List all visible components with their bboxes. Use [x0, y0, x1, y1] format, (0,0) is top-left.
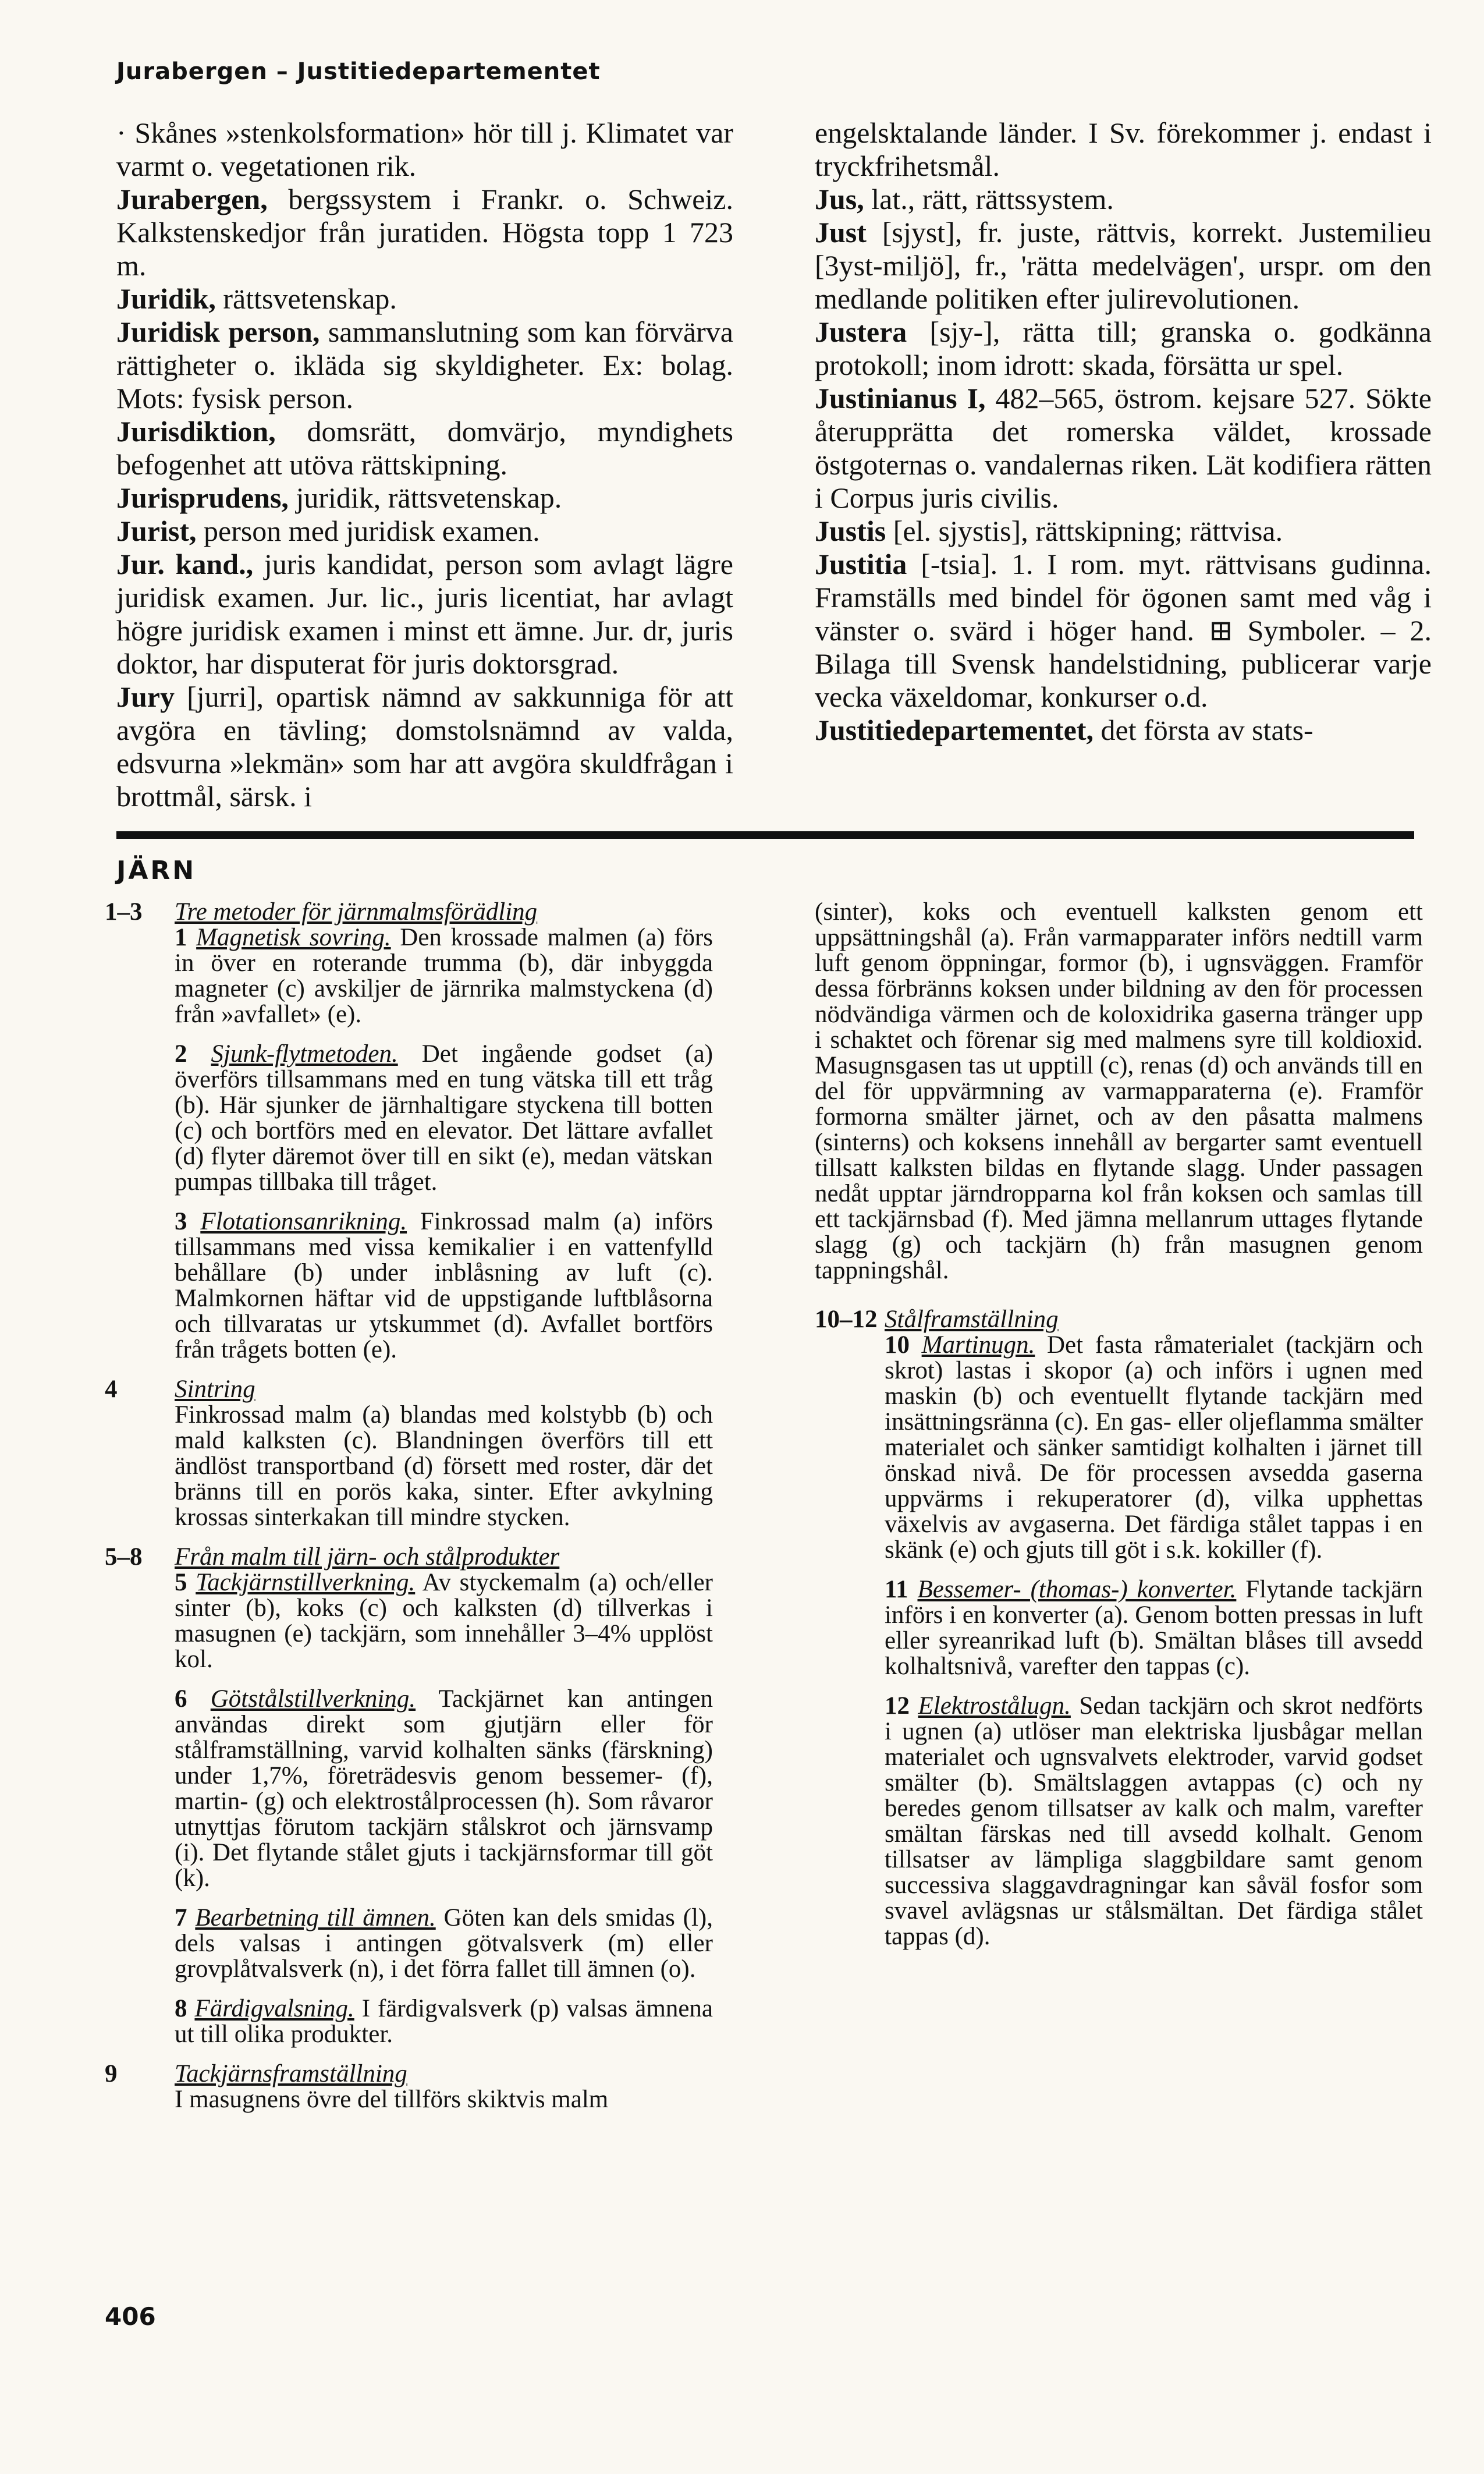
entry: Justitia [-tsia]. 1. I rom. myt. rättvisans gudinna. Framställs med bindel för ögonen samt med våg i vänster o. svärd i höger hand. ⊞ Symboler. – 2. Bilaga till Svensk handelstidning, publicerar varje vecka växeldomar, konkurser o.d. [815, 548, 1432, 713]
entry: Juridik, rättsvetenskap. [116, 282, 397, 315]
entry: Juridisk person, sammanslutning som kan förvärva rättigheter o. ikläda sig skyldigheter. Ex: bolag. Mots: fysisk person. [116, 316, 733, 414]
entry: engelsktalande länder. I Sv. förekommer j. endast i tryckfrihetsmål. [815, 116, 1432, 182]
group-title: Tackjärnsframställning [175, 2060, 407, 2087]
encyclopedia-column-right [815, 116, 1432, 747]
caption-paragraph: 3 Flotationsanrikning. Finkrossad malm (a) införs tillsammans med vissa kemikalier i en vattenfylld behållare (b) under inblåsning av luft (c). Malmkornen häftar vid de uppstigande luftblåsorna och tillvaratas ur ytskummet (d). Avfallet bortförs från trågets botten (e). [175, 1208, 713, 1363]
caption-group-4 [105, 1377, 713, 1530]
caption-paragraph: 10 Martinugn. Det fasta råmaterialet (tackjärn och skrot) lastas i skopor (a) och införs i ugnen med maskin (b) och eventuellt flytande tackjärn med insättningsränna (c). En gas- eller oljeflamma smälter materialet och sänker samtidigt kolhalten i järnet till önskad nivå. De för processen avsedda gaserna uppvärms i rekuperatorer (d), vilka upphettas växelvis av avgaserna. Det färdiga stålet tappas i en skänk (e) och gjuts till göt i s.k. kokiller (f). [885, 1331, 1423, 1564]
entry: Justinianus I, 482–565, östrom. kejsare 527. Sökte återupprätta det romerska väldet, krossade östgoternas o. vandalernas riken. Lät kodifiera rätten i Corpus juris civilis. [815, 382, 1432, 514]
entry: Just [sjyst], fr. juste, rättvis, korrekt. Justemilieu [3yst-miljö], fr., 'rätta medelvägen', urspr. om den medlande politiken efter julirevolutionen. [815, 216, 1432, 315]
entry: Justera [sjy-], rätta till; granska o. godkänna protokoll; inom idrott: skada, försätta ur spel. [815, 316, 1432, 381]
caption-paragraph-continued: (sinter), koks och eventuell kalksten genom ett uppsättningshål (a). Från varmapparater införs nedtill varm luft genom öppningar, formor (b), i ugnsväggen. Framför dessa förbränns koksen under bildning av den för processen nödvändiga värmen och de koloxidrika gaserna tränger upp i schaktet och förenar sig med malmens syre till koldioxid. Masugnsgasen tas ut upptill (c), renas (d) och används till en del för uppvärmning av varmapparaterna (e). Framför formorna smälter järnet, och av den påsatta malmens (sinterns) och koksens innehåll av bergarter samt eventuell tillsatt kalksten bildas en flytande slagg. Under passagen nedåt upptar järndropparna kol från koksen och samlas till ett tackjärnsbad (f). Med jämna mellanrum uttages flytande slagg (g) och tackjärn (h) från masugnen genom tappningshål. [815, 898, 1423, 1284]
group-number: 10–12 [815, 1306, 878, 1333]
caption-paragraph: 6 Götstålstillverkning. Tackjärnet kan antingen användas direkt som gjutjärn eller för stålframställning, varvid kolhalten sänks (färskning) under 1,7%, företrädesvis genom bessemer- (f), martin- (g) och elektrostålprocessen (h). Som råvaror utnyttjas förutom tackjärn stålskrot och järnsvamp (i). Det flytande stålet gjuts i tackjärnsformar till göt (k). [175, 1685, 713, 1892]
caption-paragraph: 2 Sjunk-flytmetoden. Det ingående godset (a) överförs tillsammans med en tung vätska till ett tråg (b). Här sjunker de järnhaltigare styckena till botten (c) och bortförs med en elevator. Det lättare avfallet (d) flyter däremot över till en sikt (e), medan vätskan pumpas tillbaka till tråget. [175, 1040, 713, 1196]
caption-paragraph: 11 Bessemer- (thomas-) konverter. Flytande tackjärn införs i en konverter (a). Genom botten pressas in luft eller syreanrikad luft (b). Smältan blåses till avsedd kolhaltsnivå, varefter den tappas (c). [885, 1576, 1423, 1680]
entry: Jurabergen, bergssystem i Frankr. o. Schweiz. Kalkstenskedjor från juratiden. Högsta topp 1 723 m. [116, 183, 733, 282]
group-title: Tre metoder för järnmalmsförädling [175, 898, 538, 926]
entry: Jur. kand., juris kandidat, person som avlagt lägre juridisk examen. Jur. lic., juris licentiat, har avlagt högre juridisk examen i minst ett ämne. Jur. dr, juris doktor, har disputerat för juris doktorsgrad. [116, 548, 733, 680]
entry: Jus, lat., rätt, rättssystem. [815, 183, 1114, 215]
caption-paragraph: 7 Bearbetning till ämnen. Göten kan dels smidas (l), dels valsas i antingen götvalsverk (m) eller grovplåtvalsverk (n), i det förra fallet till ämnen (o). [175, 1904, 713, 1983]
group-title: Från malm till järn- och stålprodukter [175, 1543, 560, 1571]
caption-paragraph: 5 Tackjärnstillverkning. Av styckemalm (a) och/eller sinter (b), koks (c) och kalksten (d) tillverkas i masugnen (e) tackjärn, som innehåller 3–4% upplöst kol. [175, 1569, 713, 1673]
caption-group-10-12 [815, 1307, 1423, 1950]
entry: Jurist, person med juridisk examen. [116, 515, 540, 547]
entry: Justitiedepartementet, det första av stats- [815, 714, 1313, 746]
caption-paragraph: 1 Magnetisk sovring. Den krossade malmen (a) förs in över en roterande trumma (b), där inbyggda magneter (c) avskiljer de järnrika malmstyckena (d) från »avfallet» (e). [175, 924, 713, 1028]
group-title: Sintring [175, 1376, 255, 1403]
iron-column-right [815, 899, 1423, 1963]
entry: Jury [jurri], opartisk nämnd av sakkunniga för att avgöra en tävling; domstolsnämnd av valda, edsvurna »lekmän» som har att avgöra skuldfrågan i brottmål, särsk. i [116, 680, 733, 813]
group-number: 9 [105, 2060, 118, 2087]
caption-group-9 [105, 2061, 713, 2113]
caption-paragraph: I masugnens övre del tillförs skiktvis malm [175, 2086, 609, 2113]
entry: Jurisprudens, juridik, rättsvetenskap. [116, 481, 562, 514]
caption-paragraph: 12 Elektrostålugn. Sedan tackjärn och skrot nedförts i ugnen (a) utlöser man elektriska ljusbågar mellan materialet och ugnsvalvets elektroder, varvid godset smälter (b). Smältslaggen avtappas (c) och ny beredes genom tillsatser av kalk och malm, varefter smältan färskas ned till avsedd kolhalt. Genom tillsatser av lämpliga slaggbildare samt genom successiva slaggavdragningar kan såväl fosfor som svavel avlägsnas ur stålsmältan. Det färdiga stålet tappas (d). [885, 1692, 1423, 1950]
iron-column-left [105, 899, 713, 2126]
encyclopedia-column-left [116, 116, 733, 813]
group-number: 4 [105, 1376, 118, 1403]
page-number: 406 [105, 2302, 156, 2331]
group-number: 5–8 [105, 1543, 143, 1571]
running-header: Jurabergen – Justitiedepartementet [116, 58, 601, 85]
entry: Justis [el. sjystis], rättskipning; rättvisa. [815, 515, 1283, 547]
group-number: 1–3 [105, 898, 143, 926]
caption-group-1-3 [105, 899, 713, 1363]
section-title: JÄRN [116, 856, 197, 885]
caption-paragraph: Finkrossad malm (a) blandas med kolstybb (b) och mald kalksten (c). Blandningen överförs till ett ändlöst transportband (d) försett med roster, där det bränns till en porös kaka, sinter. Efter avkylning krossas sinterkakan till mindre stycken. [175, 1401, 713, 1531]
entry: Jurisdiktion, domsrätt, domvärjo, myndighets befogenhet att utöva rättskipning. [116, 415, 733, 481]
caption-paragraph: 8 Färdigvalsning. I färdigvalsverk (p) valsas ämnena ut till olika produkter. [175, 1995, 713, 2048]
section-divider [116, 831, 1414, 839]
group-title: Stålframställning [885, 1306, 1059, 1333]
caption-group-5-8 [105, 1544, 713, 2047]
entry: · Skånes »stenkolsformation» hör till j. Klimatet var varmt o. vegetationen rik. [116, 116, 733, 182]
